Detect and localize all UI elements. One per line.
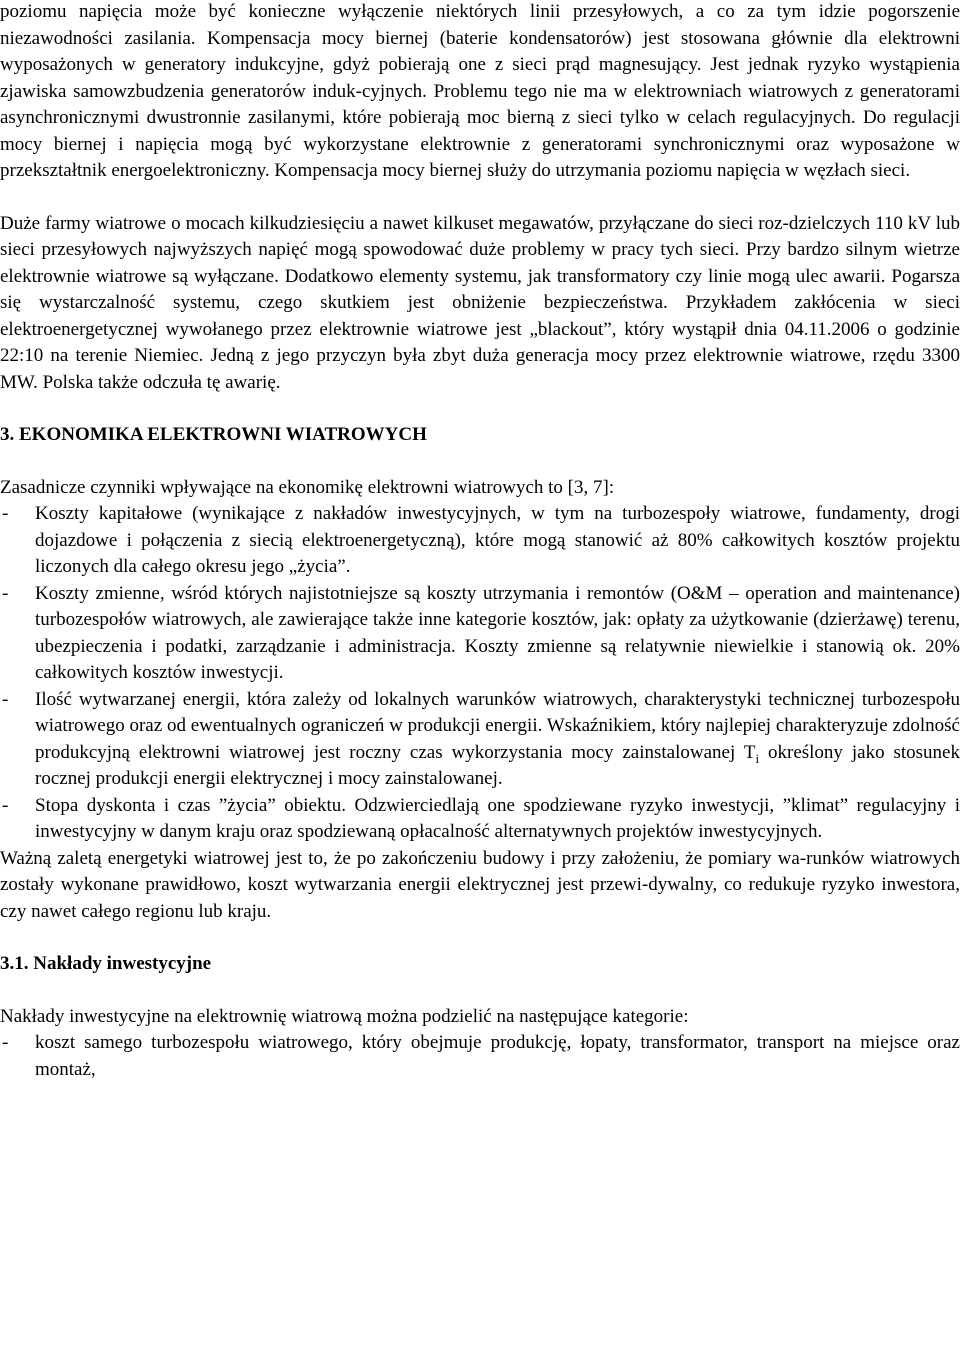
subscript-i: i (755, 750, 760, 766)
list-item-text: Ilość wytwarzanej energii, która zależy od lokalnych warunków wiatrowych, charakterystyki technicznej turbozespołu wiatrowego oraz od ewentualnych ograniczeń w produkcji energii. Wskaźnikiem, który najlepiej charakteryzuje zdolność produkcyjną elektrowni wiatrowej jest roczny czas wykorzystania mocy zainstalowanej T (35, 688, 960, 763)
section-intro-investment: Nakłady inwestycyjne na elektrownię wiatrową można podzielić na następujące kategorie: (0, 1005, 689, 1027)
paragraph-reactive-power: poziomu napięcia może być konieczne wyłączenie niektórych linii przesyłowych, a co za tym idzie pogorszenie niezawodności zasilania. Kompensacja mocy biernej (baterie kondensatorów) jest stosowana głównie dla elektrowni wyposażonych w generatory indukcyjne, gdyż pobierają one z sieci prąd magnesujący. Jest jednak ryzyko wystąpienia zjawiska samowzbudzenia generatorów induk-cyjnych. Problemu tego nie ma w elektrowniach wiatrowych z generatorami asynchronicznymi dwustronnie zasilanymi, które pobierają moc bierną z sieci tylko w celach regulacyjnych. Do regulacji mocy biernej i napięcia mogą być wykorzystane elektrownie z generatorami synchronicznymi oraz wyposażone w przekształtnik energoelektroniczny. Kompensacja mocy biernej służy do utrzymania poziomu napięcia w węzłach sieci. (0, 1, 960, 181)
list-item (0, 501, 960, 581)
list-item-text: Koszty zmienne, wśród których najistotniejsze są koszty utrzymania i remontów (O&M – operation and maintenance) turbozespołów wiatrowych, ale zawierające także inne kategorie kosztów, jak: opłaty za użytkowanie (dzierżawę) terenu, ubezpieczenia i podatki, zarządzanie i administracja. Koszty zmienne są relatywnie niewielkie i stanowią ok. 20% całkowitych kosztów inwestycji. (35, 582, 960, 683)
list-item-text-continued: określony jako stosunek rocznej produkcji energii elektrycznej i mocy zainstalowanej. (35, 741, 960, 789)
list-item (0, 581, 960, 687)
section-heading-economics: 3. EKONOMIKA ELEKTROWNI WIATROWYCH (0, 424, 427, 445)
section-heading-investment: 3.1. Nakłady inwestycyjne (0, 953, 212, 974)
paragraph-wind-farms: Duże farmy wiatrowe o mocach kilkudziesięciu a nawet kilkuset megawatów, przyłączane do sieci roz-dzielczych 110 kV lub sieci przesyłowych najwyższych napięć mogą spowodować duże problemy w pracy tych sieci. Przy bardzo silnym wietrze elektrownie wiatrowe są wyłączane. Dodatkowo elementy systemu, jak transformatory czy linie mogą ulec awarii. Pogarsza się wystarczalność systemu, czego skutkiem jest obniżenie bezpieczeństwa. Przykładem zakłócenia w sieci elektroenergetycznej wywołanego przez elektrownie wiatrowe jest „blackout”, który wystąpił dnia 04.11.2006 o godzinie 22:10 na terenie Niemiec. Jedną z jego przyczyn była zbyt duża generacja mocy przez elektrownie wiatrowe, rzędu 3300 MW. Polska także odczuła tę awarię. (0, 212, 960, 393)
list-item-text: koszt samego turbozespołu wiatrowego, który obejmuje produkcję, łopaty, transformator, transport na miejsce oraz montaż, (35, 1032, 960, 1080)
list-item (0, 687, 960, 793)
investment-categories-list (0, 1030, 960, 1083)
paragraph-advantage: Ważną zaletą energetyki wiatrowej jest to, że po zakończeniu budowy i przy założeniu, że pomiary wa-runków wiatrowych zostały wykonane prawidłowo, koszt wytwarzania energii elektrycznej jest przewi-dywalny, co redukuje ryzyko inwestora, czy nawet całego regionu lub kraju. (0, 847, 960, 922)
list-dash: - (2, 582, 9, 604)
list-item (0, 1030, 960, 1083)
section-intro-economics: Zasadnicze czynniki wpływające na ekonomikę elektrowni wiatrowych to [3, 7]: (0, 476, 615, 498)
list-dash: - (2, 794, 9, 816)
list-dash: - (2, 688, 9, 710)
economic-factors-list (0, 501, 960, 846)
list-dash: - (2, 1032, 9, 1053)
list-dash: - (2, 503, 9, 524)
list-item-text: Koszty kapitałowe (wynikające z nakładów inwestycyjnych, w tym na turbozespoły wiatrowe, fundamenty, drogi dojazdowe i połączenia z siecią elektroenergetyczną), które mogą stanowić aż 80% całkowitych kosztów projektu liczonych dla całego okresu jego „życia”. (35, 503, 960, 577)
list-item (0, 793, 960, 846)
list-item-text: Stopa dyskonta i czas ”życia” obiektu. Odzwierciedlają one spodziewane ryzyko inwestycji, ”klimat” regulacyjny i inwestycyjny w danym kraju oraz spodziewaną opłacalność alternatywnych projektów inwestycyjnych. (35, 794, 960, 842)
